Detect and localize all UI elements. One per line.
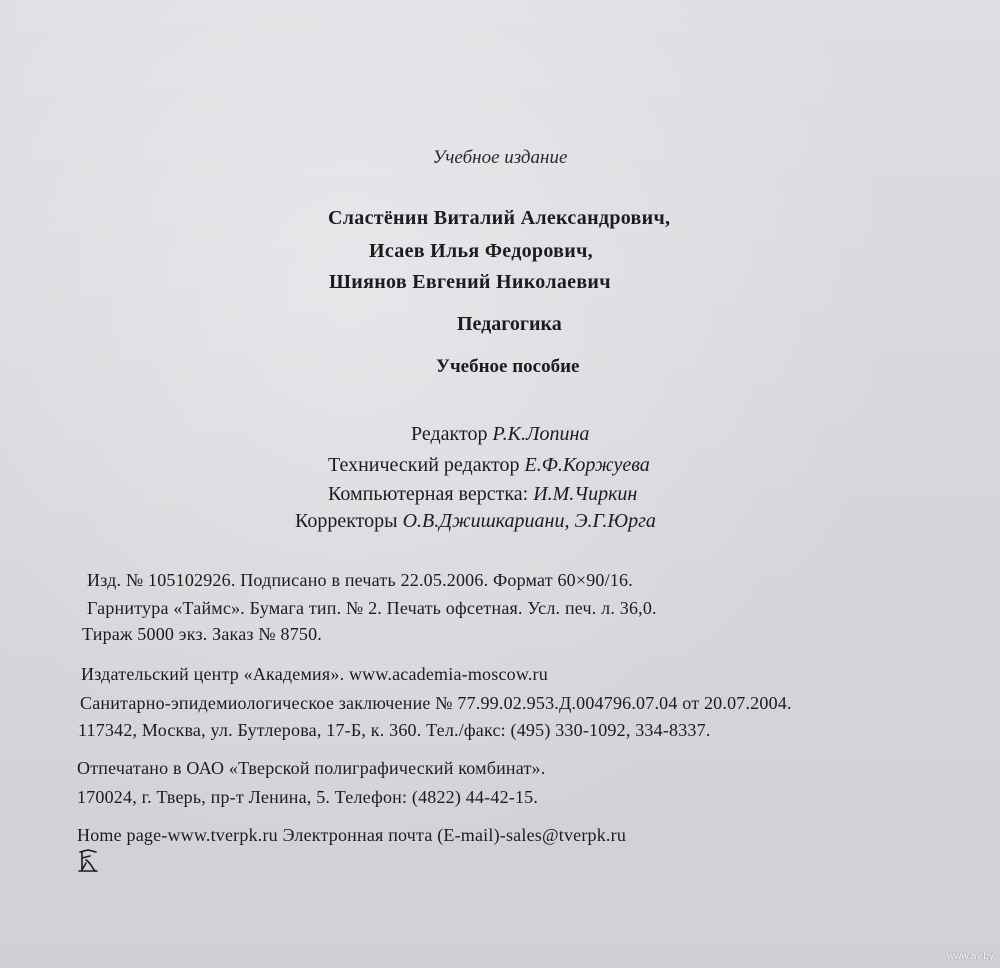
- book-title: Педагогика: [457, 313, 562, 335]
- credit-editor: [411, 424, 589, 444]
- credit-person: Е.Ф.Коржуева: [524, 454, 650, 476]
- credit-role: Технический редактор: [328, 454, 520, 476]
- credit-layout: [328, 484, 637, 504]
- publisher-name-line: Издательский центр «Академия». www.academia-moscow.ru: [81, 664, 548, 684]
- publisher-sanitary-line: Санитарно-эпидемиологическое заключение № 77.99.02.953.Д.004796.07.04 от 20.07.2004.: [80, 693, 792, 713]
- printer-web-line: Home page-www.tverpk.ru Электронная почта (E-mail)-sales@tverpk.ru: [77, 825, 627, 845]
- credit-role: Редактор: [411, 423, 488, 445]
- edition-type: Учебное издание: [432, 147, 568, 168]
- credit-person: О.В.Джишкариани, Э.Г.Юрга: [402, 510, 656, 532]
- printer-address-line: 170024, г. Тверь, пр-т Ленина, 5. Телефон: (4822) 44-42-15.: [77, 787, 539, 807]
- author-1: Сластёнин Виталий Александрович,: [328, 207, 671, 229]
- author-2: Исаев Илья Федорович,: [369, 240, 593, 262]
- printer-name-line: Отпечатано в ОАО «Тверской полиграфический комбинат».: [77, 758, 546, 778]
- printer-mark-icon: [76, 848, 100, 874]
- publisher-address-line: 117342, Москва, ул. Бутлерова, 17-Б, к. 360. Тел./факс: (495) 330-1092, 334-8337.: [78, 720, 711, 740]
- credit-person: И.М.Чиркин: [533, 483, 638, 505]
- imprint-typeface-line: Гарнитура «Таймс». Бумага тип. № 2. Печать офсетная. Усл. печ. л. 36,0.: [87, 598, 657, 618]
- watermark: www.ay.by: [946, 951, 994, 962]
- credit-technical-editor: [328, 455, 650, 475]
- book-subtitle: Учебное пособие: [436, 356, 580, 377]
- author-3: Шиянов Евгений Николаевич: [329, 271, 611, 293]
- credit-role: Корректоры: [295, 510, 398, 532]
- credit-person: Р.К.Лопина: [492, 423, 590, 445]
- credit-proofreaders: [295, 511, 656, 531]
- credit-role: Компьютерная верстка:: [328, 483, 529, 505]
- imprint-print-run-line: Тираж 5000 экз. Заказ № 8750.: [82, 624, 323, 644]
- imprint-publication-line: Изд. № 105102926. Подписано в печать 22.05.2006. Формат 60×90/16.: [87, 570, 633, 590]
